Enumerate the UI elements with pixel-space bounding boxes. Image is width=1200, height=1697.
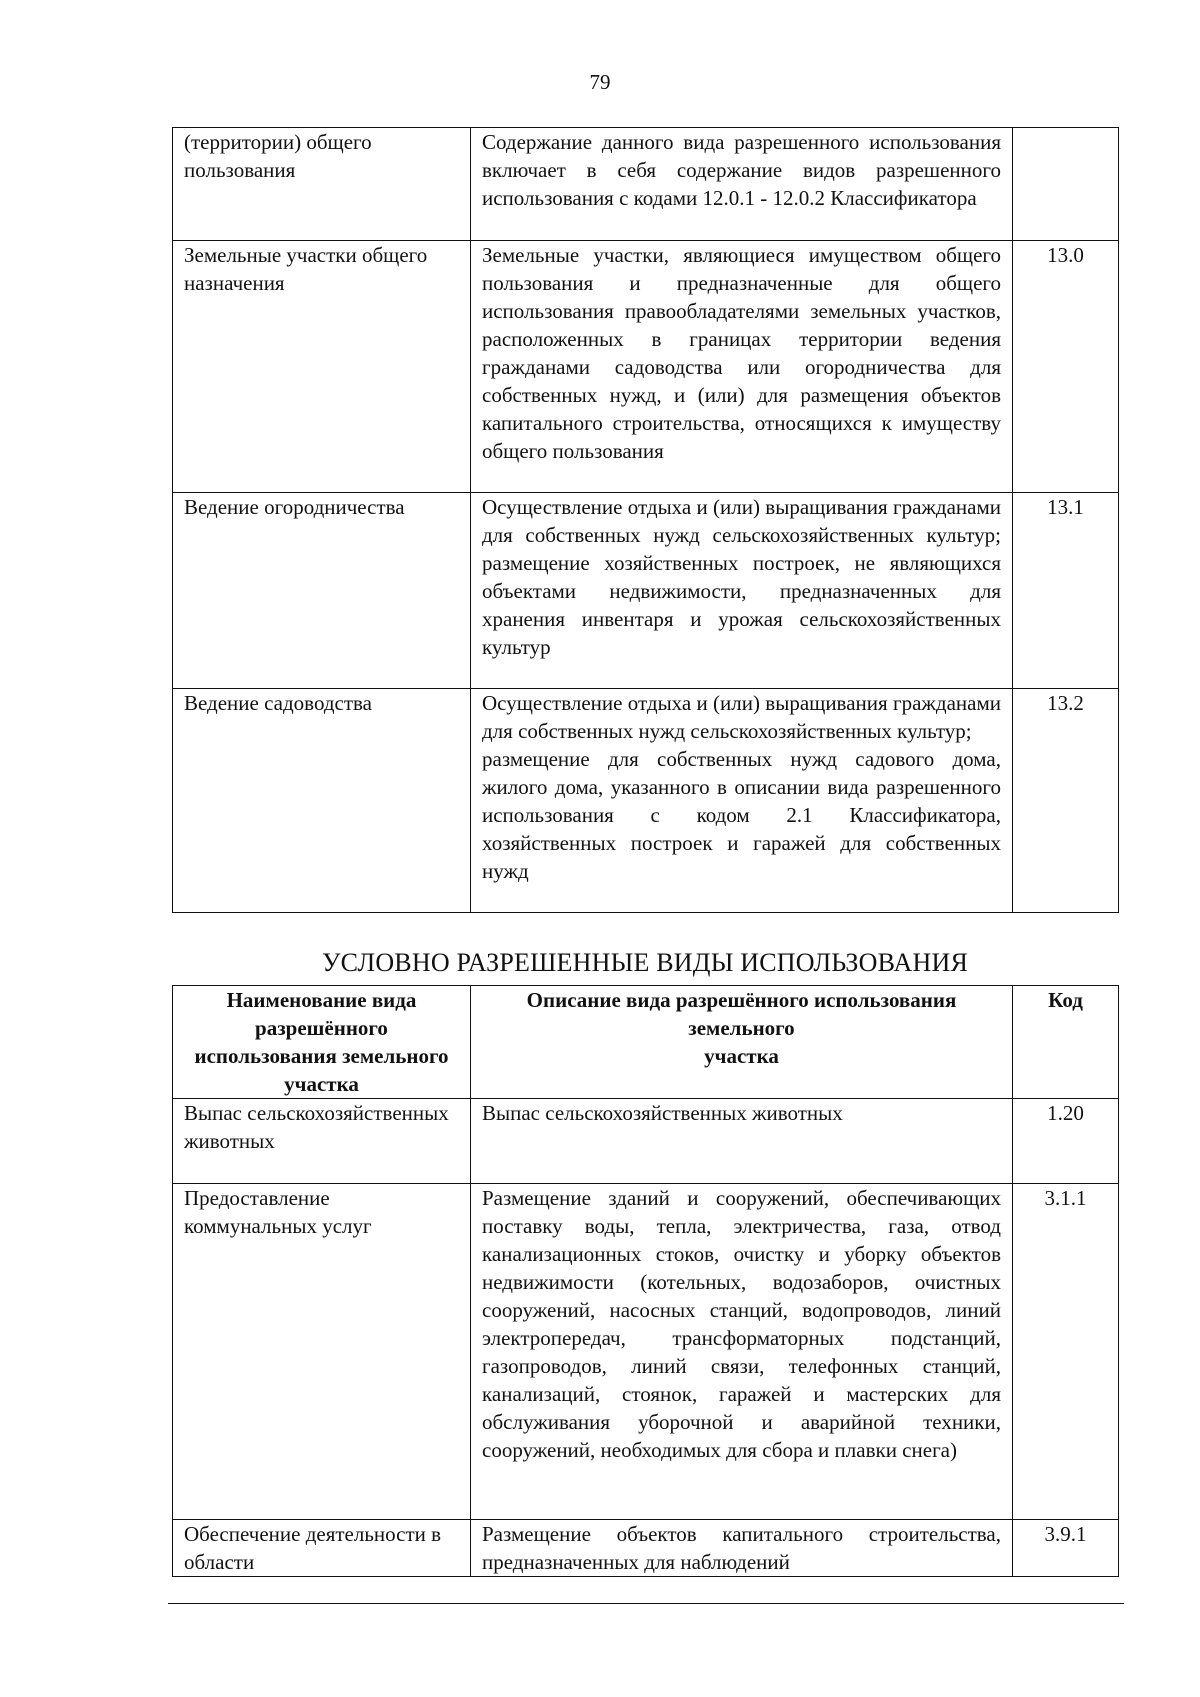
use-name-cell: Ведение садоводства [173,689,471,913]
use-description-cell: Размещение объектов капитального строительства, предназначенных для наблюдений [471,1520,1013,1577]
table-header-row [173,986,1119,1099]
use-code-cell: 1.20 [1013,1099,1119,1184]
use-name-cell: Выпас сельскохозяйственных животных [173,1099,471,1184]
use-code-cell: 13.0 [1013,241,1119,493]
use-description-cell: Содержание данного вида разрешенного использования включает в себя содержание видов разрешенного использования с кодами 12.0.1 - 12.0.2 Классификатора [471,128,1013,241]
header-use-name: Наименование вида разрешённого использования земельного участка [173,986,471,1099]
section-title: УСЛОВНО РАЗРЕШЕННЫЕ ВИДЫ ИСПОЛЬЗОВАНИЯ [321,948,968,977]
use-code-cell [1013,128,1119,241]
use-code-cell: 13.2 [1013,689,1119,913]
use-code-cell: 3.1.1 [1013,1184,1119,1520]
table-row [173,493,1119,689]
header-use-description: Описание вида разрешённого использования земельного участка [471,986,1013,1099]
table-row [173,128,1119,241]
footer-rule [168,1603,1124,1604]
use-description-cell: Осуществление отдыха и (или) выращивания гражданами для собственных нужд сельскохозяйственных культур; размещение для собственных нужд садового дома, жилого дома, указанного в описании вида разрешенного использования с кодом 2.1 Классификатора, хозяйственных построек и гаражей для собственных нужд [471,689,1013,913]
conditionally-permitted-uses-table [172,985,1119,1577]
use-code-cell: 13.1 [1013,493,1119,689]
use-name-cell: Предоставление коммунальных услуг [173,1184,471,1520]
header-use-code: Код [1013,986,1119,1099]
use-name-cell: (территории) общего пользования [173,128,471,241]
use-name-cell: Земельные участки общего назначения [173,241,471,493]
use-description-cell: Выпас сельскохозяйственных животных [471,1099,1013,1184]
table-row [173,689,1119,913]
page-number: 79 [589,70,611,94]
use-description-cell: Земельные участки, являющиеся имуществом общего пользования и предназначенные для общего использования правообладателями земельных участков, расположенных в границах территории ведения гражданами садоводства или огородничества для собственных нужд, и (или) для размещения объектов капитального строительства, относящихся к имуществу общего пользования [471,241,1013,493]
use-description-cell: Осуществление отдыха и (или) выращивания гражданами для собственных нужд сельскохозяйственных культур; размещение хозяйственных построек, не являющихся объектами недвижимости, предназначенных для хранения инвентаря и урожая сельскохозяйственных культур [471,493,1013,689]
use-description-cell: Размещение зданий и сооружений, обеспечивающих поставку воды, тепла, электричества, газа, отвод канализационных стоков, очистку и уборку объектов недвижимости (котельных, водозаборов, очистных сооружений, насосных станций, водопроводов, линий электропередач, трансформаторных подстанций, газопроводов, линий связи, телефонных станций, канализаций, стоянок, гаражей и мастерских для обслуживания уборочной и аварийной техники, сооружений, необходимых для сбора и плавки снега) [471,1184,1013,1520]
table-row [173,1099,1119,1184]
table-row [173,241,1119,493]
permitted-uses-table-continued [172,127,1119,913]
use-code-cell: 3.9.1 [1013,1520,1119,1577]
table-row [173,1184,1119,1520]
use-name-cell: Обеспечение деятельности в области [173,1520,471,1577]
table-row [173,1520,1119,1577]
use-name-cell: Ведение огородничества [173,493,471,689]
